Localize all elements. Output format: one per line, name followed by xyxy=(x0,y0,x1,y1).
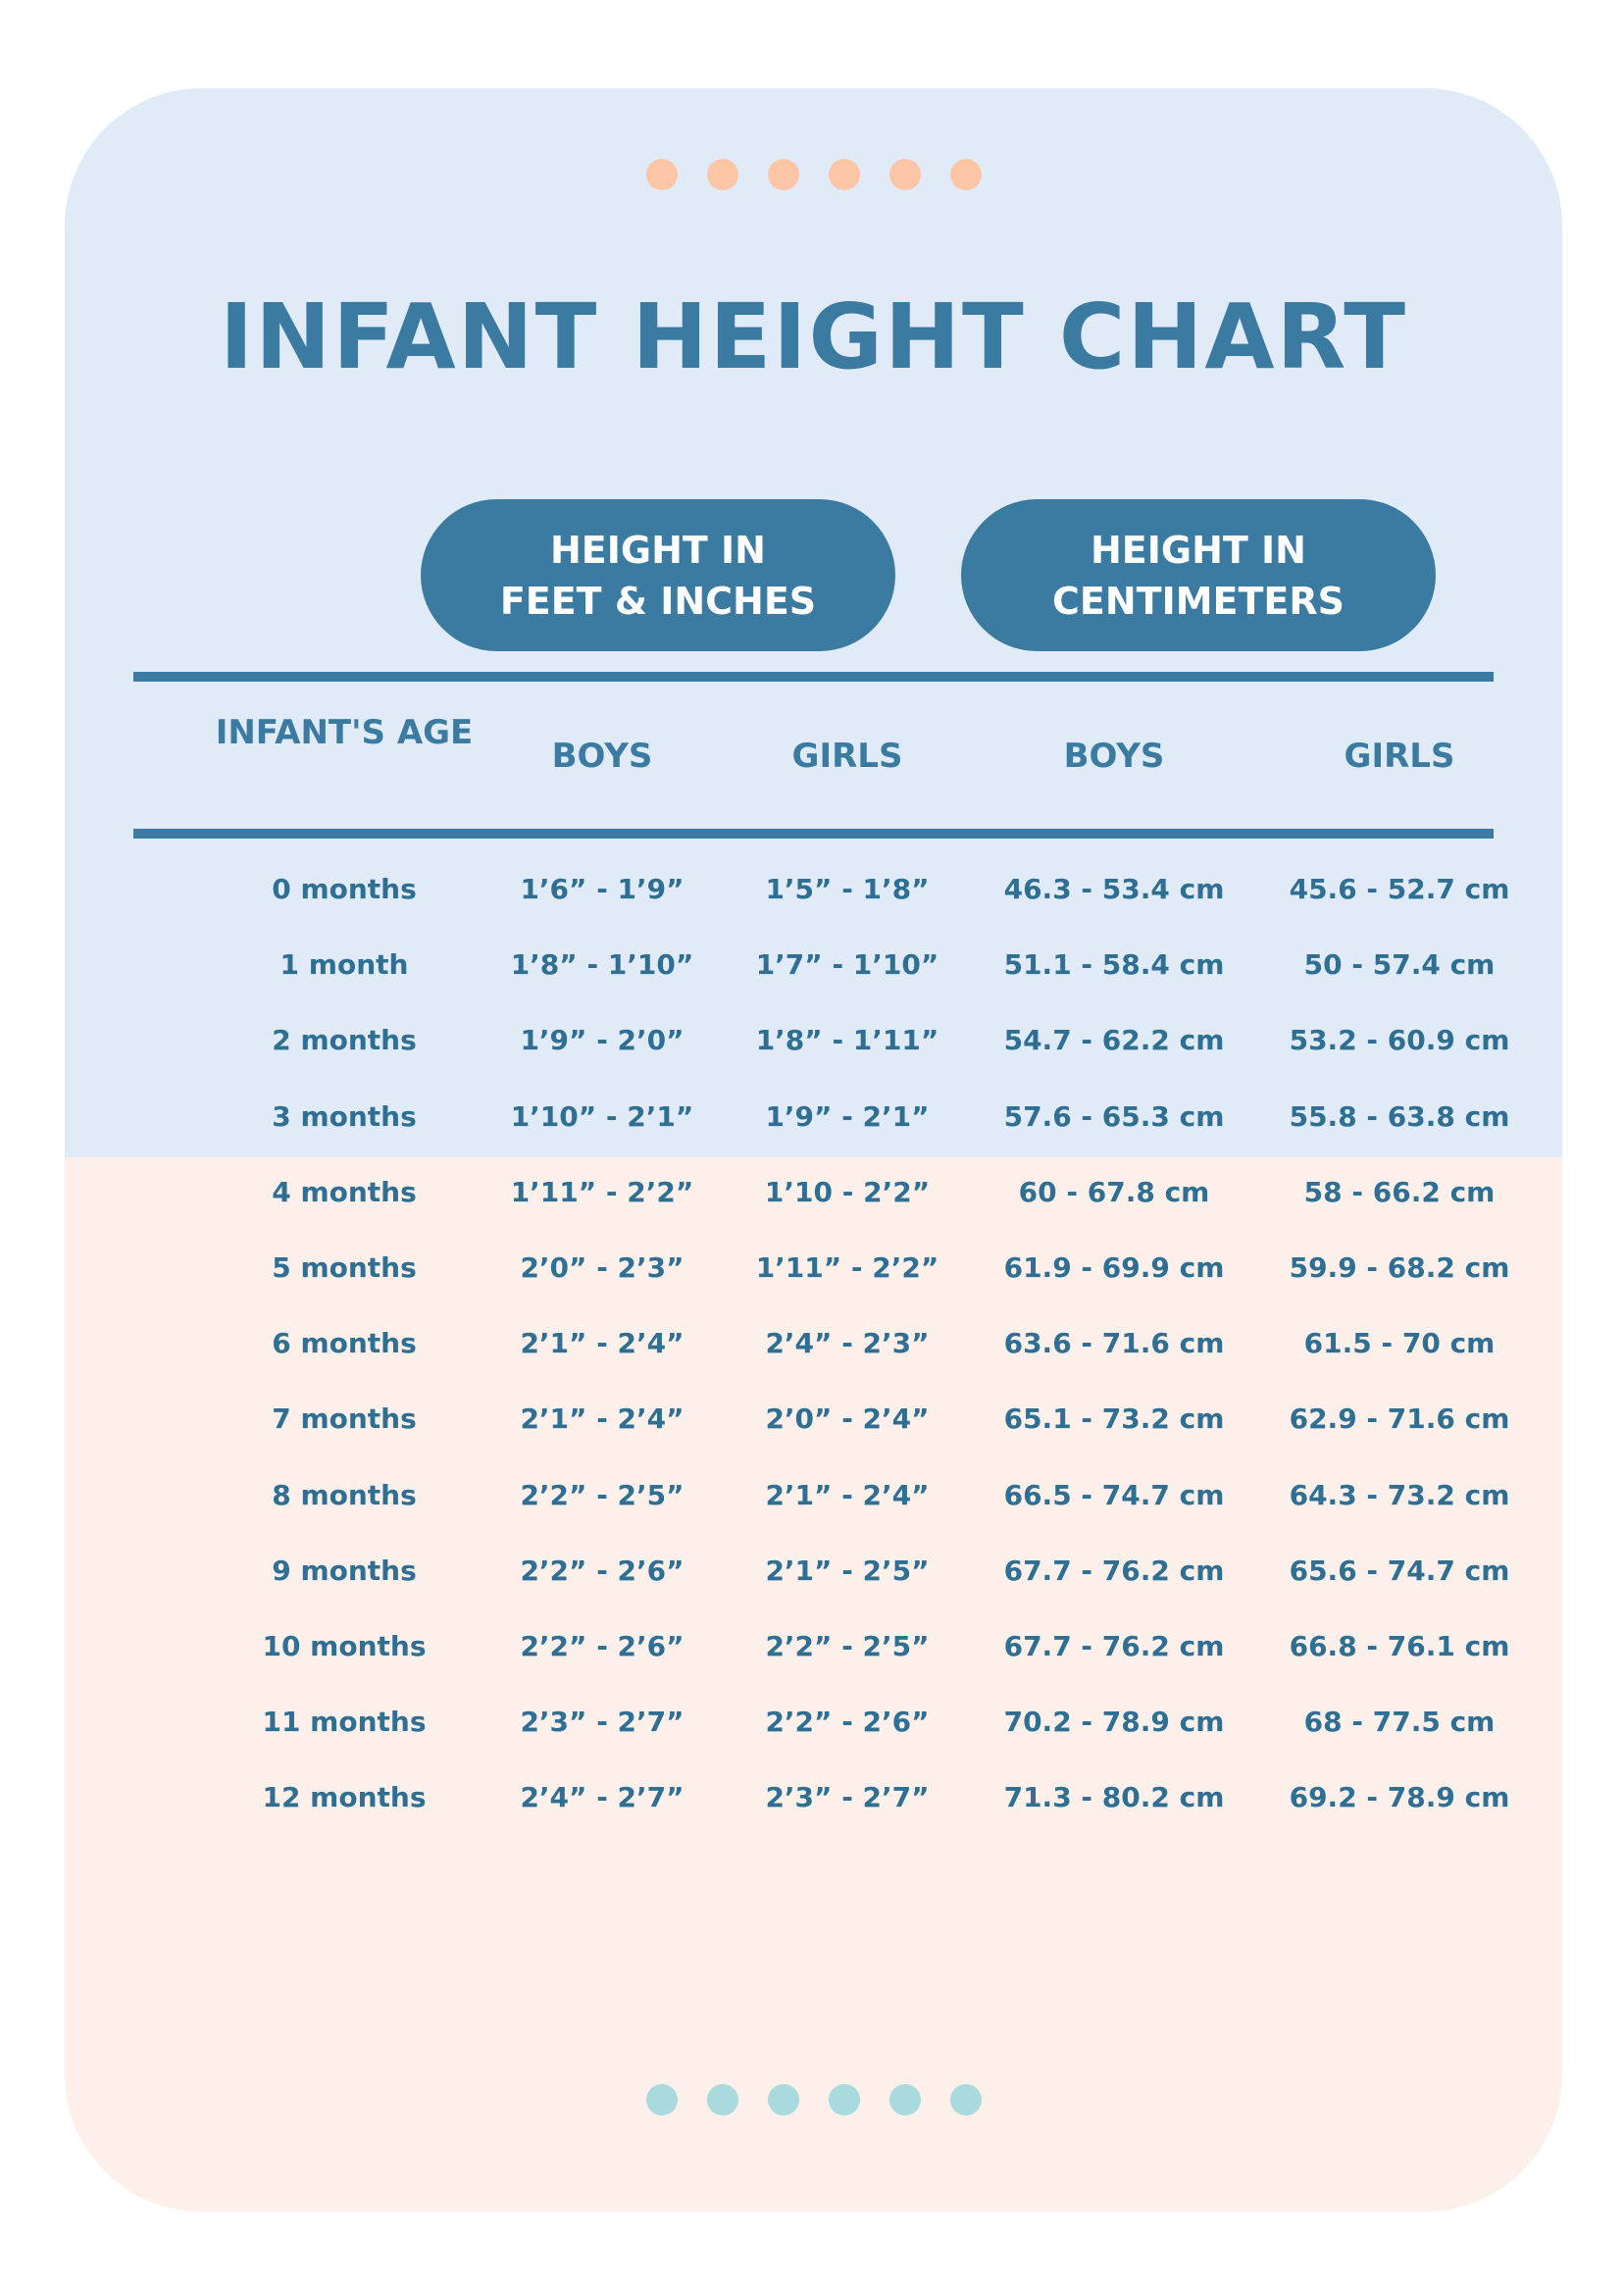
header-centimeters: HEIGHT IN CENTIMETERS xyxy=(961,499,1436,651)
dot-icon xyxy=(889,159,921,190)
dot-icon xyxy=(889,2084,921,2116)
age-cell: 8 months xyxy=(272,1478,417,1511)
feet-boys-cell: 2’0” - 2’3” xyxy=(520,1251,685,1284)
dot-icon xyxy=(829,2084,860,2116)
cm-girls-cell: 64.3 - 73.2 cm xyxy=(1289,1478,1510,1511)
age-cell: 3 months xyxy=(272,1099,417,1133)
feet-girls-cell: 2’1” - 2’4” xyxy=(765,1478,930,1511)
column-header-cm-girls: GIRLS xyxy=(1344,737,1455,776)
feet-boys-cell: 2’3” - 2’7” xyxy=(520,1706,685,1739)
dot-icon xyxy=(768,2084,799,2116)
feet-girls-cell: 2’2” - 2’5” xyxy=(765,1630,930,1662)
cm-boys-cell: 61.9 - 69.9 cm xyxy=(1003,1251,1225,1284)
cm-girls-cell: 66.8 - 76.1 cm xyxy=(1289,1630,1510,1662)
feet-girls-cell: 1’7” - 1’10” xyxy=(755,948,939,982)
feet-boys-cell: 2’4” - 2’7” xyxy=(520,1781,685,1814)
feet-boys-cell: 1’8” - 1’10” xyxy=(510,948,694,982)
feet-girls-cell: 1’11” - 2’2” xyxy=(755,1251,939,1284)
cm-boys-cell: 66.5 - 74.7 cm xyxy=(1003,1478,1225,1511)
age-cell: 2 months xyxy=(272,1024,417,1057)
dot-icon xyxy=(646,2084,678,2116)
top-dots-decoration xyxy=(65,159,1562,190)
cm-boys-cell: 67.7 - 76.2 cm xyxy=(1003,1630,1225,1662)
column-header-feet-boys: BOYS xyxy=(551,737,653,776)
feet-boys-cell: 2’2” - 2’5” xyxy=(520,1478,685,1511)
bottom-dots-decoration xyxy=(65,2084,1562,2116)
cm-girls-cell: 58 - 66.2 cm xyxy=(1303,1175,1496,1208)
cm-boys-cell: 54.7 - 62.2 cm xyxy=(1003,1024,1225,1057)
header-feet-inches: HEIGHT IN FEET & INCHES xyxy=(421,499,895,651)
feet-girls-cell: 1’10 - 2’2” xyxy=(764,1175,931,1208)
dot-icon xyxy=(829,159,860,190)
column-header-age: INFANT'S AGE xyxy=(215,713,474,752)
cm-girls-cell: 59.9 - 68.2 cm xyxy=(1289,1251,1510,1284)
feet-boys-cell: 2’2” - 2’6” xyxy=(520,1554,685,1587)
dot-icon xyxy=(646,159,678,190)
cm-girls-cell: 65.6 - 74.7 cm xyxy=(1289,1554,1510,1587)
cm-girls-cell: 61.5 - 70 cm xyxy=(1303,1327,1496,1360)
dot-icon xyxy=(950,2084,982,2116)
cm-girls-cell: 50 - 57.4 cm xyxy=(1303,948,1496,982)
feet-girls-cell: 2’3” - 2’7” xyxy=(765,1781,930,1814)
divider-top xyxy=(133,672,1494,682)
cm-girls-cell: 68 - 77.5 cm xyxy=(1303,1706,1496,1739)
feet-boys-cell: 1’10” - 2’1” xyxy=(510,1099,694,1133)
feet-boys-cell: 2’1” - 2’4” xyxy=(520,1402,685,1436)
age-cell: 9 months xyxy=(272,1554,417,1587)
dot-icon xyxy=(707,2084,738,2116)
page-title: INFANT HEIGHT CHART xyxy=(219,284,1408,389)
cm-girls-cell: 62.9 - 71.6 cm xyxy=(1289,1402,1510,1436)
feet-boys-cell: 1’6” - 1’9” xyxy=(520,873,685,905)
age-cell: 10 months xyxy=(262,1630,427,1662)
feet-boys-cell: 2’2” - 2’6” xyxy=(520,1630,685,1662)
cm-boys-cell: 46.3 - 53.4 cm xyxy=(1003,873,1225,905)
cm-boys-cell: 65.1 - 73.2 cm xyxy=(1003,1402,1225,1436)
feet-girls-cell: 2’4” - 2’3” xyxy=(765,1327,930,1360)
cm-boys-cell: 57.6 - 65.3 cm xyxy=(1003,1099,1225,1133)
age-cell: 6 months xyxy=(272,1327,417,1360)
cm-boys-cell: 70.2 - 78.9 cm xyxy=(1003,1706,1225,1739)
cm-girls-cell: 45.6 - 52.7 cm xyxy=(1289,873,1510,905)
column-header-feet-girls: GIRLS xyxy=(791,737,903,776)
cm-boys-cell: 71.3 - 80.2 cm xyxy=(1003,1781,1225,1814)
cm-girls-cell: 53.2 - 60.9 cm xyxy=(1289,1024,1510,1057)
chart-card xyxy=(65,88,1562,2212)
dot-icon xyxy=(707,159,738,190)
feet-girls-cell: 1’9” - 2’1” xyxy=(765,1099,930,1133)
cm-boys-cell: 63.6 - 71.6 cm xyxy=(1003,1327,1225,1360)
feet-boys-cell: 2’1” - 2’4” xyxy=(520,1327,685,1360)
cm-boys-cell: 51.1 - 58.4 cm xyxy=(1003,948,1225,982)
column-header-cm-boys: BOYS xyxy=(1063,737,1165,776)
feet-boys-cell: 1’11” - 2’2” xyxy=(510,1175,694,1208)
feet-girls-cell: 1’8” - 1’11” xyxy=(755,1024,939,1057)
age-cell: 11 months xyxy=(262,1706,427,1739)
cm-girls-cell: 55.8 - 63.8 cm xyxy=(1289,1099,1510,1133)
dot-icon xyxy=(768,159,799,190)
age-cell: 12 months xyxy=(262,1781,427,1814)
age-cell: 0 months xyxy=(272,873,417,905)
cm-boys-cell: 60 - 67.8 cm xyxy=(1018,1175,1210,1208)
feet-girls-cell: 2’2” - 2’6” xyxy=(765,1706,930,1739)
cm-boys-cell: 67.7 - 76.2 cm xyxy=(1003,1554,1225,1587)
feet-boys-cell: 1’9” - 2’0” xyxy=(520,1024,685,1057)
age-cell: 1 month xyxy=(279,948,409,982)
cm-girls-cell: 69.2 - 78.9 cm xyxy=(1289,1781,1510,1814)
feet-girls-cell: 1’5” - 1’8” xyxy=(765,873,930,905)
dot-icon xyxy=(950,159,982,190)
divider-bottom xyxy=(133,829,1494,839)
feet-girls-cell: 2’1” - 2’5” xyxy=(765,1554,930,1587)
feet-girls-cell: 2’0” - 2’4” xyxy=(765,1402,930,1436)
age-cell: 7 months xyxy=(272,1402,417,1436)
age-cell: 5 months xyxy=(272,1251,417,1284)
age-cell: 4 months xyxy=(272,1175,417,1208)
